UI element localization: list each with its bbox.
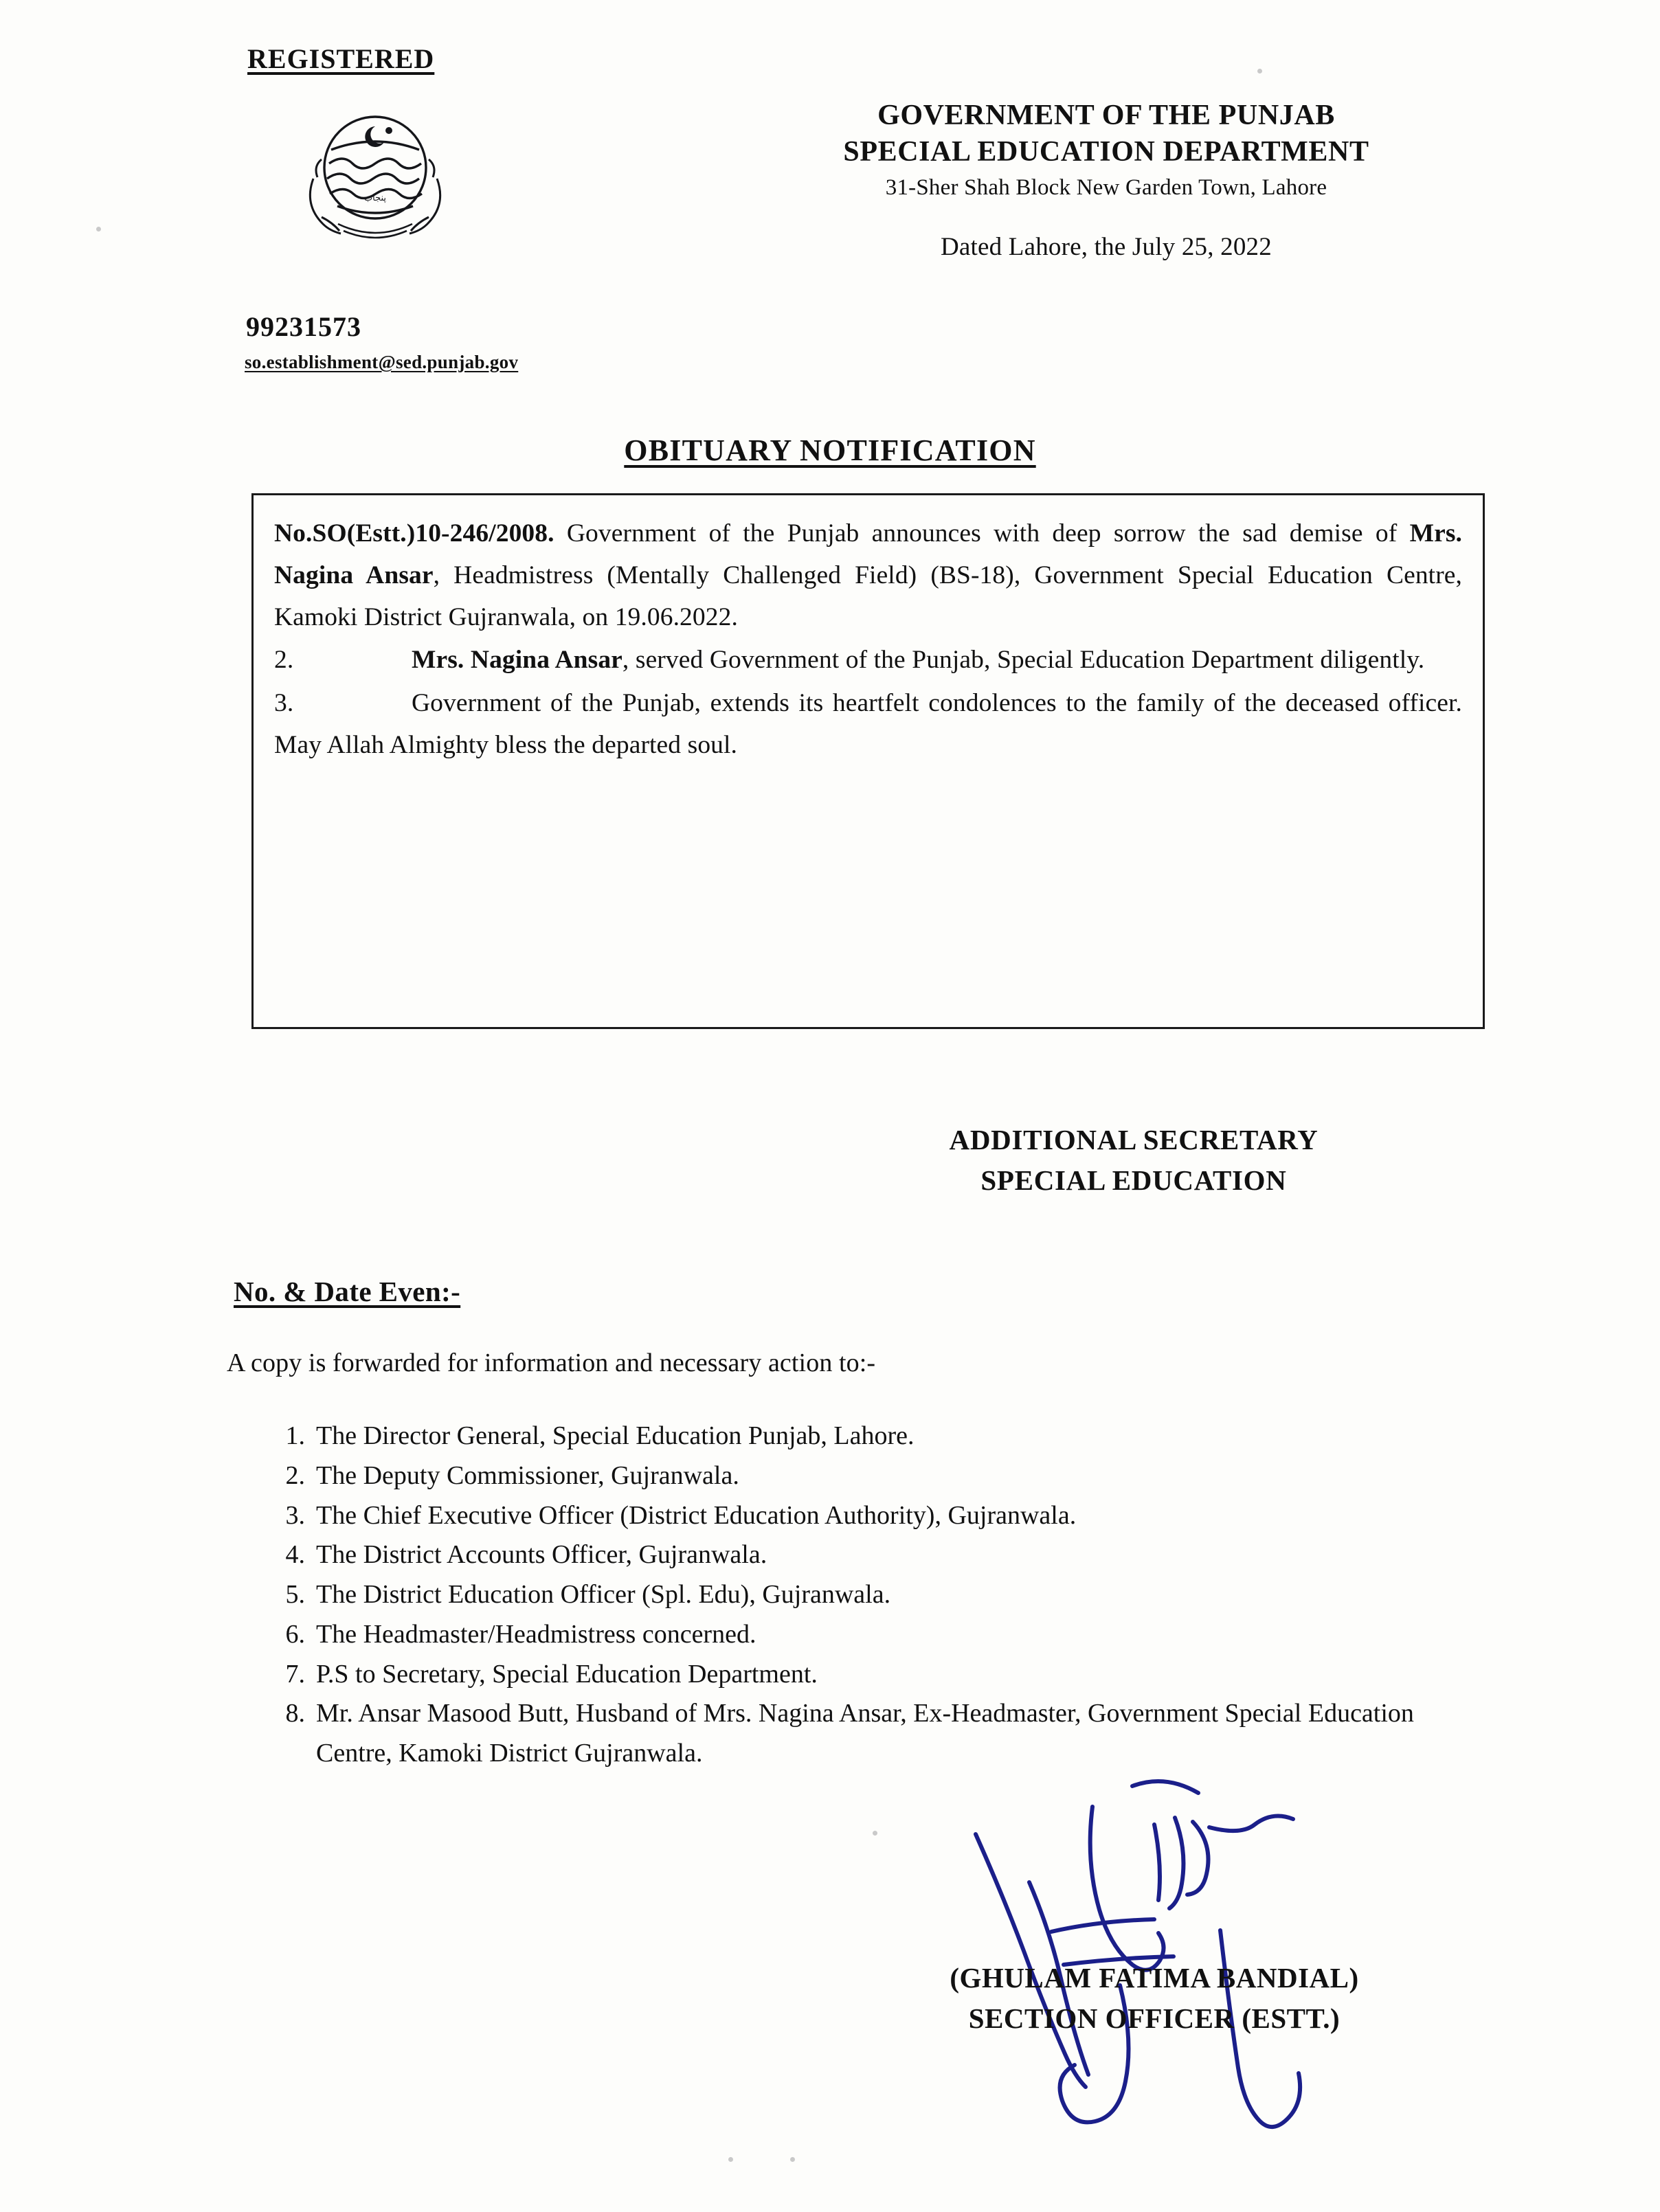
paragraph-2-number: 2. bbox=[274, 646, 294, 675]
notification-reference-number: No.SO(Estt.)10-246/2008. bbox=[274, 519, 554, 548]
list-item bbox=[273, 1456, 1483, 1496]
list-item bbox=[273, 1535, 1483, 1575]
contact-phone: 99231573 bbox=[246, 311, 361, 342]
department-address: 31-Sher Shah Block New Garden Town, Lahore bbox=[885, 175, 1327, 200]
list-item-label: P.S to Secretary, Special Education Department. bbox=[316, 1659, 818, 1689]
list-item bbox=[273, 1655, 1483, 1695]
scan-artifact-dot bbox=[1257, 69, 1262, 74]
paragraph-2-text: , served Government of the Punjab, Special Education Department diligently. bbox=[622, 646, 1425, 675]
list-item-label: The Chief Executive Officer (District Education Authority), Gujranwala. bbox=[316, 1500, 1077, 1530]
paragraph-3-number: 3. bbox=[274, 689, 294, 717]
registered-stamp-label: REGISTERED bbox=[247, 43, 435, 74]
deceased-name-1: Mrs. Nagina Ansar bbox=[274, 519, 1462, 589]
signoff-line-2: SPECIAL EDUCATION bbox=[980, 1164, 1287, 1197]
list-item-number: 6. bbox=[285, 1619, 305, 1649]
scan-artifact-dot bbox=[790, 2157, 795, 2162]
svg-text:پنجاب: پنجاب bbox=[363, 192, 387, 203]
list-item-number: 2. bbox=[285, 1460, 305, 1490]
list-item-number: 3. bbox=[285, 1500, 305, 1530]
copy-forwarded-line: A copy is forwarded for information and necessary action to:- bbox=[227, 1348, 876, 1377]
list-item-number: 1. bbox=[285, 1421, 305, 1450]
list-item bbox=[273, 1615, 1483, 1655]
scan-artifact-dot bbox=[96, 227, 101, 232]
signer-designation: SECTION OFFICER (ESTT.) bbox=[968, 2002, 1341, 2035]
paragraph-3 bbox=[274, 683, 1462, 767]
list-item-label: The Deputy Commissioner, Gujranwala. bbox=[316, 1460, 739, 1490]
no-and-date-even: No. & Date Even:- bbox=[234, 1276, 461, 1307]
paragraph-1 bbox=[274, 513, 1462, 638]
paragraph-2 bbox=[274, 640, 1462, 681]
list-item bbox=[273, 1496, 1483, 1536]
list-item bbox=[273, 1575, 1483, 1615]
list-item-number: 8. bbox=[285, 1699, 305, 1728]
government-header bbox=[687, 98, 1525, 262]
page-title: OBITUARY NOTIFICATION bbox=[624, 433, 1036, 467]
paragraph-1-text-a: Government of the Punjab announces with deep sorrow the sad demise of bbox=[554, 519, 1410, 548]
contact-email: so.establishment@sed.punjab.gov bbox=[245, 352, 519, 372]
notification-body-box bbox=[251, 493, 1485, 1029]
handwritten-signature bbox=[948, 1759, 1333, 2143]
list-item-number: 5. bbox=[285, 1580, 305, 1609]
signer-name: (GHULAM FATIMA BANDIAL) bbox=[950, 1962, 1359, 1994]
list-item-number: 7. bbox=[285, 1659, 305, 1689]
government-name: GOVERNMENT OF THE PUNJAB bbox=[877, 100, 1335, 131]
paragraph-1-text-b: , Headmistress (Mentally Challenged Field) (BS-18), Government Special Education Centre, Kamoki District Gujranwala, on 19.06.2022. bbox=[274, 561, 1462, 631]
list-item-label: The District Education Officer (Spl. Edu), Gujranwala. bbox=[316, 1580, 891, 1609]
list-item-label: The District Accounts Officer, Gujranwala. bbox=[316, 1540, 767, 1570]
signer-block bbox=[811, 1958, 1498, 2040]
dated-line: Dated Lahore, the July 25, 2022 bbox=[941, 232, 1272, 261]
scan-artifact-dot bbox=[873, 1831, 877, 1836]
punjab-emblem-icon bbox=[272, 96, 478, 247]
list-item bbox=[273, 1417, 1483, 1456]
list-item-label: The Headmaster/Headmistress concerned. bbox=[316, 1619, 756, 1649]
deceased-name-2: Mrs. Nagina Ansar bbox=[412, 646, 622, 675]
list-item-label: Mr. Ansar Masood Butt, Husband of Mrs. Nagina Ansar, Ex-Headmaster, Government Special Education Centre, Kamoki District Gujranwala. bbox=[316, 1699, 1414, 1768]
signoff-block bbox=[783, 1120, 1484, 1201]
distribution-list bbox=[273, 1417, 1483, 1774]
department-name: SPECIAL EDUCATION DEPARTMENT bbox=[843, 135, 1369, 168]
list-item-label: The Director General, Special Education Punjab, Lahore. bbox=[316, 1421, 915, 1450]
scan-artifact-dot bbox=[728, 2157, 733, 2162]
paragraph-3-text: Government of the Punjab, extends its heartfelt condolences to the family of the deceased officer. May Allah Almighty bless the departed soul. bbox=[274, 689, 1462, 759]
list-item bbox=[273, 1694, 1483, 1774]
list-item-number: 4. bbox=[285, 1540, 305, 1570]
signoff-line-1: ADDITIONAL SECRETARY bbox=[949, 1124, 1319, 1155]
